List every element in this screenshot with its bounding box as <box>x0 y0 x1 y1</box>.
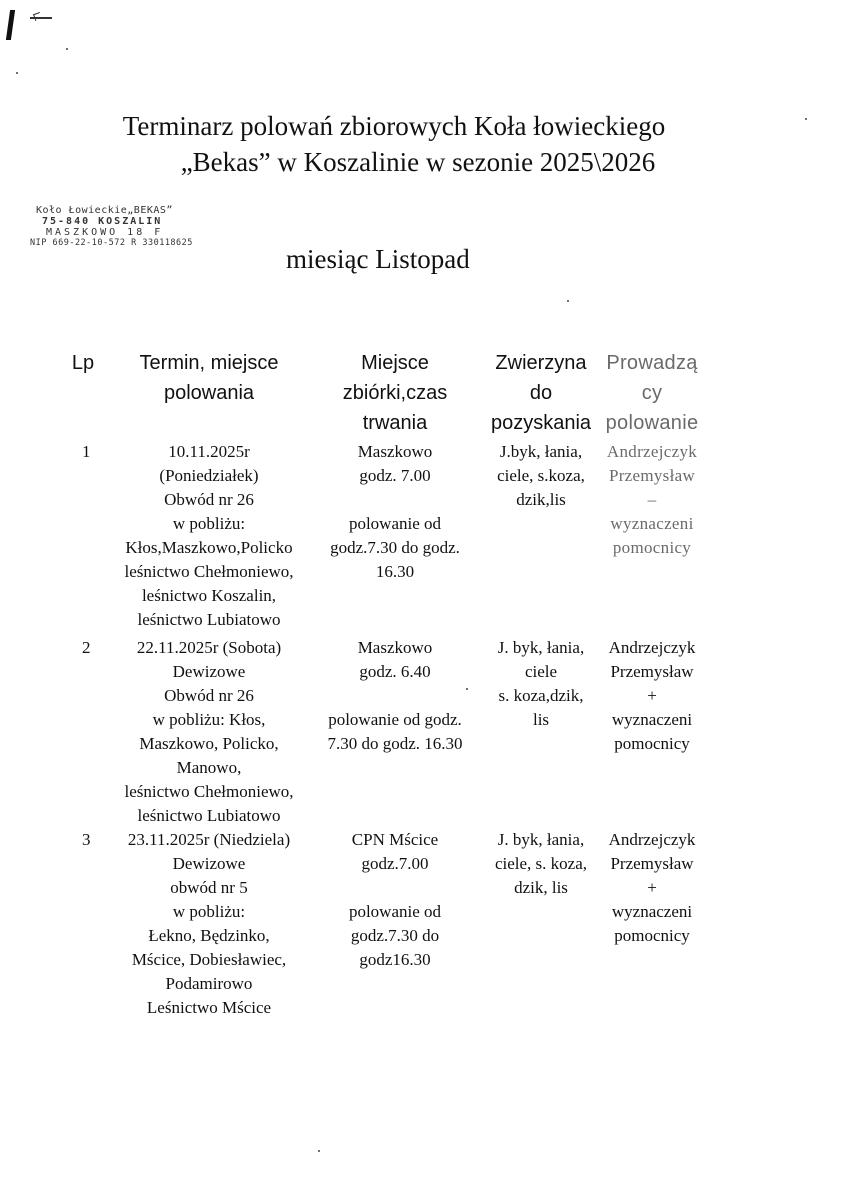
text-line: 16.30 <box>375 562 415 581</box>
text-line: polowanie <box>605 412 699 434</box>
row-2-meeting <box>310 636 480 684</box>
text-line: pomocnicy <box>614 734 690 753</box>
text-line: Andrzejczyk <box>606 442 698 461</box>
text-line: Mścice, Dobiesławiec, <box>131 950 287 969</box>
text-line: Termin, miejsce <box>139 352 279 374</box>
stamp-line: 75-840 KOSZALIN <box>42 216 163 227</box>
text-line: w pobliżu: <box>172 902 246 921</box>
text-line: Przemysław <box>610 662 694 681</box>
text-line: leśnictwo Lubiatowo <box>137 610 281 629</box>
text-line: Andrzejczyk <box>608 830 696 849</box>
text-line: godz. 6.40 <box>359 662 431 681</box>
text-line: leśnictwo Lubiatowo <box>137 806 281 825</box>
header-place <box>310 348 480 438</box>
text-line: 10.11.2025r <box>168 442 250 461</box>
header-lp: Lp <box>71 352 95 374</box>
row-3-game <box>480 828 602 900</box>
text-line: pomocnicy <box>614 926 690 945</box>
row-1-lp: 1 <box>82 442 91 461</box>
text-line: Maszkowo, Policko, <box>139 734 279 753</box>
text-line: – <box>647 490 657 509</box>
text-line: Maszkowo <box>357 638 433 657</box>
row-3-term <box>104 828 314 1020</box>
text-line: CPN Mścice <box>351 830 439 849</box>
text-line: Leśnictwo Mścice <box>146 998 272 1017</box>
title-line-2: „Bekas” w Koszalinie w sezonie 2025\2026 <box>180 147 656 177</box>
text-line: Przemysław <box>608 466 696 485</box>
text-line: Maszkowo <box>357 442 433 461</box>
text-line: w pobliżu: Kłos, <box>152 710 266 729</box>
scan-speck <box>318 1150 320 1152</box>
text-line: leśnictwo Chełmoniewo, <box>124 782 294 801</box>
text-line: leśnictwo Chełmoniewo, <box>124 562 294 581</box>
scan-dash <box>33 12 42 21</box>
row-2-lead <box>598 636 706 756</box>
text-line: J. byk, łania, <box>497 638 585 657</box>
scan-speck <box>567 300 569 302</box>
row-1-duration <box>310 512 480 584</box>
stamp-line: MASZKOWO 18 F <box>46 227 164 238</box>
club-stamp <box>30 205 230 249</box>
text-line: polowania <box>163 382 255 404</box>
text-line: do <box>529 382 553 404</box>
text-line: J.byk, łania, <box>499 442 583 461</box>
text-line: 22.11.2025r (Sobota) <box>136 638 282 657</box>
text-line: Obwód nr 26 <box>164 686 254 705</box>
text-line: s. koza,dzik, <box>498 686 584 705</box>
text-line: Andrzejczyk <box>608 638 696 657</box>
text-line: Obwód nr 26 <box>164 490 254 509</box>
row-1-lead <box>598 440 706 560</box>
text-line: leśnictwo Koszalin, <box>141 586 277 605</box>
row-2-game <box>480 636 602 732</box>
header-game <box>480 348 602 438</box>
text-line: godz.7.00 <box>361 854 429 873</box>
document-title <box>0 108 848 180</box>
text-line: wyznaczeni <box>611 710 693 729</box>
scan-speck <box>16 72 18 74</box>
text-line: dzik,lis <box>516 490 566 509</box>
text-line: w pobliżu: <box>172 514 246 533</box>
text-line: polowanie od godz. <box>328 710 462 729</box>
text-line: Manowo, <box>176 758 242 777</box>
text-line: Zwierzyna <box>495 352 587 374</box>
row-3-meeting <box>310 828 480 876</box>
text-line: Podamirowo <box>165 974 253 993</box>
scan-speck <box>466 688 468 690</box>
scan-speck <box>66 48 68 50</box>
row-2-term <box>104 636 314 828</box>
text-line: + <box>647 686 657 705</box>
text-line: Miejsce <box>361 352 429 374</box>
row-3-lp: 3 <box>82 830 91 849</box>
text-line: godz. 7.00 <box>359 466 431 485</box>
text-line: + <box>647 878 657 897</box>
row-1-term <box>104 440 314 632</box>
text-line: godz.7.30 do <box>350 926 440 945</box>
text-line: wyznaczeni <box>611 902 693 921</box>
stamp-line: Koło Łowieckie„BEKAS” <box>36 205 173 216</box>
text-line: Łekno, Będzinko, <box>148 926 270 945</box>
text-line: Dewizowe <box>172 854 246 873</box>
text-line: polowanie od <box>348 902 442 921</box>
text-line: 7.30 do godz. 16.30 <box>327 734 463 753</box>
row-3-lead <box>598 828 706 948</box>
text-line: polowanie od <box>348 514 442 533</box>
text-line: ciele, s.koza, <box>497 466 585 485</box>
text-line: wyznaczeni <box>610 514 694 533</box>
text-line: Prowadzą <box>606 352 698 374</box>
header-lead <box>598 348 706 438</box>
text-line: 23.11.2025r (Niedziela) <box>127 830 291 849</box>
month-heading: miesiąc Listopad <box>286 244 470 274</box>
row-2-duration <box>310 708 480 756</box>
text-line: Dewizowe <box>172 662 246 681</box>
text-line: Przemysław <box>610 854 694 873</box>
text-line: J. byk, łania, <box>497 830 585 849</box>
text-line: godz.7.30 do godz. <box>330 538 460 557</box>
text-line: ciele, s. koza, <box>494 854 588 873</box>
text-line: obwód nr 5 <box>170 878 248 897</box>
text-line: godz16.30 <box>359 950 431 969</box>
text-line: trwania <box>362 412 428 434</box>
text-line: pozyskania <box>490 412 592 434</box>
text-line: zbiórki,czas <box>342 382 448 404</box>
text-line: (Poniedziałek) <box>159 466 259 485</box>
scan-mark <box>6 10 15 40</box>
text-line: ciele <box>524 662 558 681</box>
text-line: lis <box>532 710 550 729</box>
row-1-game <box>480 440 602 512</box>
text-line: Kłos,Maszkowo,Policko <box>125 538 293 557</box>
row-3-duration <box>310 900 480 972</box>
text-line: dzik, lis <box>514 878 568 897</box>
title-line-1: Terminarz polowań zbiorowych Koła łowieckiego <box>122 111 666 141</box>
row-1-meeting <box>310 440 480 488</box>
text-line: cy <box>641 382 663 404</box>
row-2-lp: 2 <box>82 638 91 657</box>
header-term <box>104 348 314 408</box>
stamp-line: NIP 669-22-10-572 R 330118625 <box>30 238 193 248</box>
text-line: pomocnicy <box>612 538 692 557</box>
